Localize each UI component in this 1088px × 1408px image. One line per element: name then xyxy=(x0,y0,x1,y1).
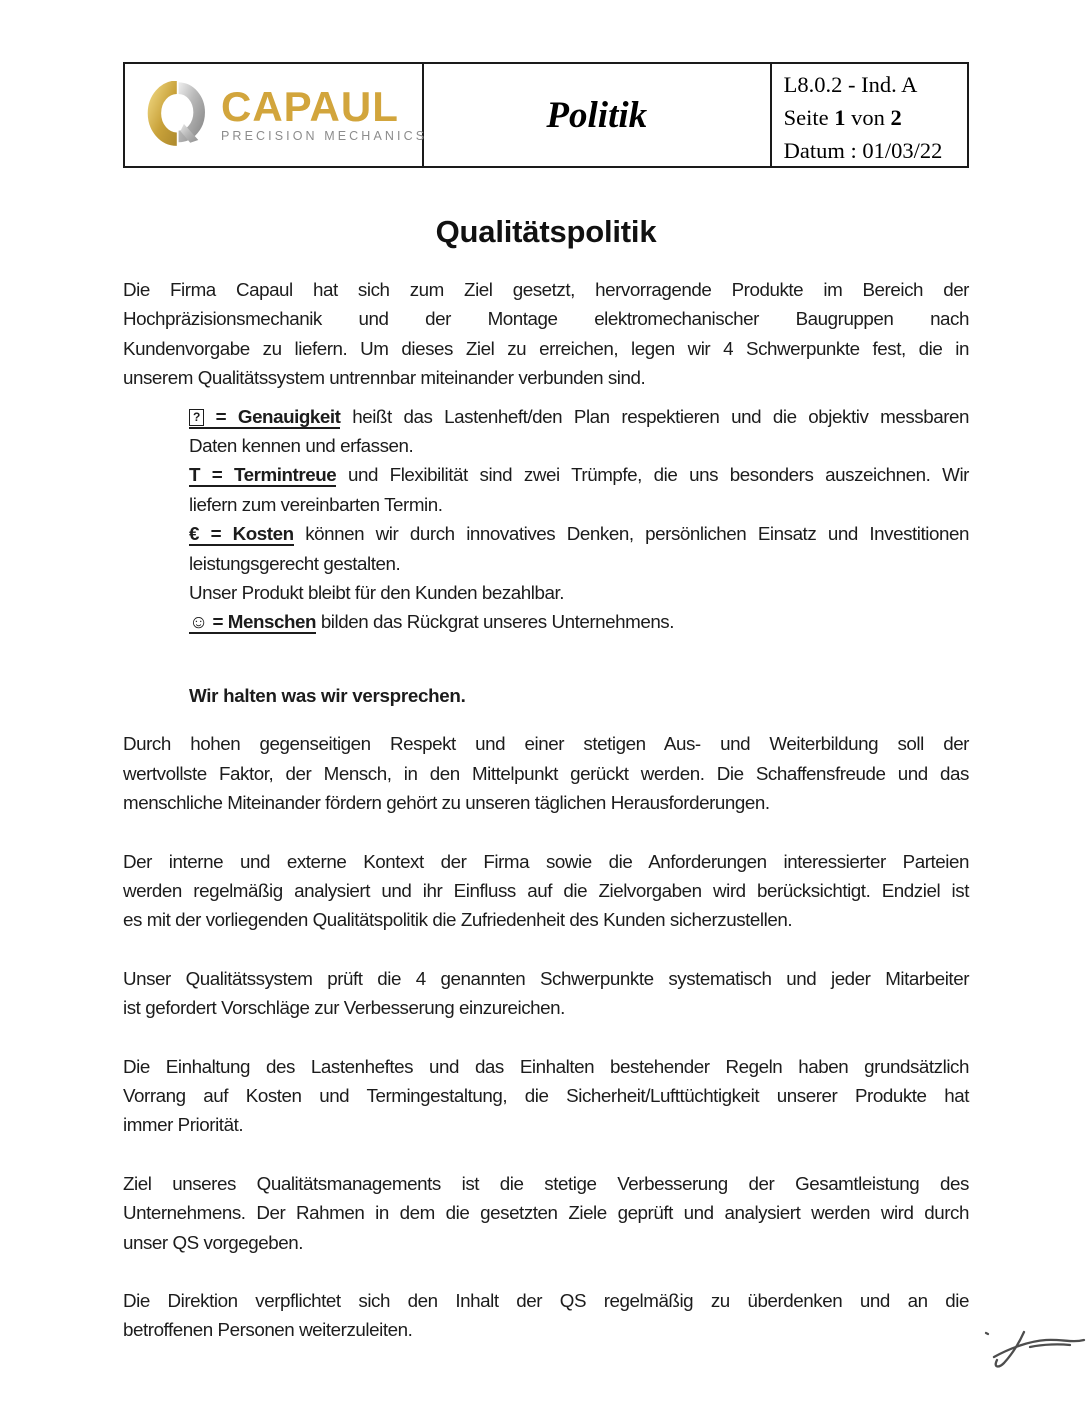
euro-symbol: € xyxy=(189,523,199,545)
keyword-termintreue xyxy=(189,464,336,487)
text-line: Unser Qualitätssystem prüft die 4 genannten Schwerpunkte systematisch und jeder Mitarbeiter xyxy=(123,967,969,989)
doc-type-title: Politik xyxy=(546,94,648,136)
list-item-text: können wir durch innovatives Denken, persönlichen Einsatz und Investitionen xyxy=(293,523,969,545)
text-line: ist gefordert Vorschläge zur Verbesserung einzureichen. xyxy=(123,997,565,1019)
paragraph-respekt xyxy=(123,729,969,817)
text-line: unserem Qualitätssystem untrennbar miteinander verbunden sind. xyxy=(123,367,646,389)
list-item xyxy=(189,607,969,636)
seite-label: Seite xyxy=(783,105,829,130)
text-line: es mit der vorliegenden Qualitätspolitik die Zufriedenheit des Kunden sicherzustellen. xyxy=(123,909,793,931)
doc-date: Datum : 01/03/22 xyxy=(783,138,943,163)
text-line: betroffenen Personen weiterzuleiten. xyxy=(123,1319,413,1341)
list-item xyxy=(189,460,969,489)
keyword-list xyxy=(123,402,969,637)
logo-cell xyxy=(125,64,428,166)
list-item-continuation: leistungsgerecht gestalten. xyxy=(189,552,401,574)
document-header-table xyxy=(123,62,969,168)
text-line: Vorrang auf Kosten und Termingestaltung, die Sicherheit/Lufttüchtigkeit unserer Produkte hat xyxy=(123,1084,969,1106)
promise-statement: Wir halten was wir versprechen. xyxy=(189,684,466,706)
signature xyxy=(972,1324,1088,1380)
list-item: Unser Produkt bleibt für den Kunden bezahlbar. xyxy=(189,582,565,604)
text-line: Durch hohen gegenseitigen Respekt und einer stetigen Aus- und Weiterbildung soll der xyxy=(123,733,969,755)
brand-tagline: PRECISION MECHANICS xyxy=(221,129,428,143)
page-indicator xyxy=(784,101,902,134)
text-line: menschliche Miteinander fördern gehört zu unseren täglichen Herausforderungen. xyxy=(123,792,770,814)
page-number: 1 xyxy=(834,105,846,130)
list-item xyxy=(189,519,969,548)
text-line: Die Firma Capaul hat sich zum Ziel gesetzt, hervorragende Produkte im Bereich der xyxy=(123,279,969,300)
list-item-continuation: Daten kennen und erfassen. xyxy=(189,435,414,457)
capaul-ring-logo-icon xyxy=(139,81,211,149)
keyword-kosten xyxy=(189,523,294,546)
text-line: wertvollste Faktor, der Mensch, in den Mittelpunkt gerückt werden. Die Schaffensfreude und das xyxy=(123,762,969,784)
intro-paragraph xyxy=(123,275,969,393)
list-item-text: und Flexibilität sind zwei Trümpfe, die uns besonders auszeichnen. Wir xyxy=(336,464,969,486)
keyword-genauigkeit xyxy=(189,406,340,429)
keyword-label: = Genauigkeit xyxy=(203,405,341,427)
brand-name: CAPAUL xyxy=(221,83,399,130)
keyword-label: = Kosten xyxy=(199,523,294,545)
text-line: Ziel unseres Qualitätsmanagements ist die stetige Verbesserung der Gesamtleistung des xyxy=(123,1172,969,1194)
doc-reference: L8.0.2 - Ind. A xyxy=(783,72,918,97)
text-line: Die Direktion verpflichtet sich den Inhalt der QS regelmäßig zu überdenken und an die xyxy=(123,1289,969,1311)
paragraph-direktion xyxy=(123,1286,969,1345)
list-item-continuation: liefern zum vereinbarten Termin. xyxy=(189,493,443,515)
text-line: Der interne und externe Kontext der Firma sowie die Anforderungen interessierter Parteien xyxy=(123,850,969,872)
keyword-menschen xyxy=(189,611,316,634)
page-title: Qualitätspolitik xyxy=(435,214,657,249)
keyword-label: = Menschen xyxy=(207,611,317,633)
text-line: Kundenvorgabe zu liefern. Um dieses Ziel zu erreichen, legen wir 4 Schwerpunkte fest, die in xyxy=(123,337,969,359)
brand-text-stack xyxy=(221,83,428,143)
signature-scribble-icon xyxy=(972,1324,1088,1380)
doc-info-cell xyxy=(772,64,967,166)
list-item-text: heißt das Lastenheft/den Plan respektieren und die objektiv messbaren xyxy=(340,405,969,427)
keyword-symbol: T xyxy=(189,464,201,486)
page-total: 2 xyxy=(890,105,902,130)
text-line: werden regelmäßig analysiert und ihr Einfluss auf die Zielvorgaben wird berücksichtigt. Endziel ist xyxy=(123,879,969,901)
text-line: unser QS vorgegeben. xyxy=(123,1231,303,1253)
smiley-icon: ☺ xyxy=(189,611,208,633)
paragraph-ziel xyxy=(123,1169,969,1257)
text-line: Unternehmens. Der Rahmen in dem die gesetzten Ziele geprüft und analysiert werden wird durch xyxy=(123,1202,969,1224)
text-line: immer Priorität. xyxy=(123,1114,244,1136)
paragraph-kontext xyxy=(123,847,969,935)
paragraph-qualitaetssystem xyxy=(123,964,969,1023)
keyword-label: = Termintreue xyxy=(200,464,337,486)
list-item xyxy=(189,402,969,431)
boxed-question-icon: ? xyxy=(189,409,204,426)
text-line: Die Einhaltung des Lastenheftes und das Einhalten bestehender Regeln haben grundsätzlich xyxy=(123,1055,969,1077)
list-item-text: bilden das Rückgrat unseres Unternehmens. xyxy=(316,611,675,633)
text-line: Hochpräzisionsmechanik und der Montage elektromechanischer Baugruppen nach xyxy=(123,308,969,330)
paragraph-einhaltung xyxy=(123,1052,969,1140)
von-label: von xyxy=(851,105,885,130)
doc-type-cell xyxy=(424,64,772,166)
